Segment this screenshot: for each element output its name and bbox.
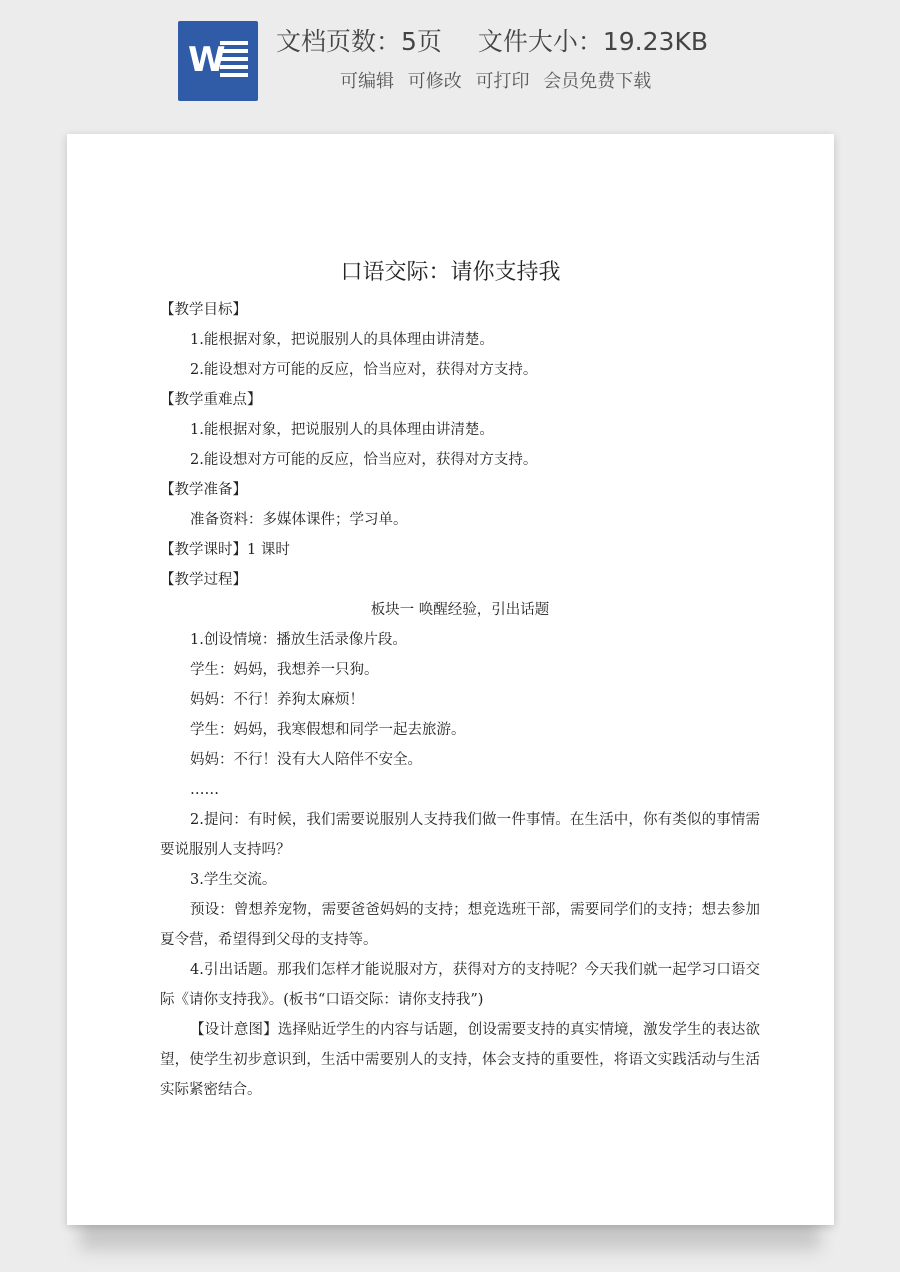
objective-item: 2.能设想对方可能的反应，恰当应对，获得对方支持。: [190, 362, 538, 378]
document-title: 口语交际：请你支持我: [340, 260, 561, 285]
ellipsis-line: ……: [190, 782, 219, 798]
process-paragraph: 4.引出话题。那我们怎样才能说服对方，获得对方的支持呢？今天我们就一起学习口语交际《请你支持我》。(板书“口语交际：请你支持我”): [160, 962, 760, 1008]
block-heading: 板块一 唤醒经验，引出话题: [370, 602, 550, 618]
objective-item: 1.能根据对象，把说服别人的具体理由讲清楚。: [190, 332, 494, 348]
download-banner: [0, 0, 900, 118]
section-heading-key-points: 【教学重难点】: [160, 392, 262, 408]
process-step: 1.创设情境：播放生活录像片段。: [190, 632, 407, 648]
word-document-icon: [178, 21, 258, 101]
dialogue-line: 学生：妈妈，我寒假想和同学一起去旅游。: [190, 722, 466, 738]
dialogue-line: 学生：妈妈，我想养一只狗。: [190, 662, 379, 678]
feature-printable: 可打印: [475, 71, 530, 92]
file-size: 文件大小：19.23KB: [477, 27, 708, 56]
file-stats: [276, 22, 708, 58]
preparation-item: 准备资料：多媒体课件；学习单。: [190, 512, 408, 528]
page-count: 文档页数：5页: [276, 27, 442, 56]
feature-member-download: 会员免费下载: [543, 71, 652, 92]
document-page: [67, 134, 834, 1225]
design-intent-paragraph: 【设计意图】选择贴近学生的内容与话题，创设需要支持的真实情境，激发学生的表达欲望，使学生初步意识到，生活中需要别人的支持，体会支持的重要性，将语文实践活动与生活实际紧密结合。: [160, 1022, 760, 1098]
process-paragraph: 3.学生交流。: [190, 872, 277, 888]
feature-list: [340, 67, 651, 93]
feature-modifiable: 可修改: [407, 71, 462, 92]
dialogue-line: 妈妈：不行！没有大人陪伴不安全。: [190, 752, 422, 768]
feature-editable: 可编辑: [340, 71, 394, 92]
word-letter: W: [188, 40, 226, 80]
dialogue-line: 妈妈：不行！养狗太麻烦！: [190, 692, 364, 708]
process-paragraph: 2.提问：有时候，我们需要说服别人支持我们做一件事情。在生活中，你有类似的事情需要说服别人支持吗？: [160, 812, 760, 858]
key-point-item: 1.能根据对象，把说服别人的具体理由讲清楚。: [190, 422, 494, 438]
section-heading-objectives: 【教学目标】: [160, 302, 247, 318]
section-heading-preparation: 【教学准备】: [160, 482, 247, 498]
process-paragraph: 预设：曾想养宠物，需要爸爸妈妈的支持；想竞选班干部，需要同学们的支持；想去参加夏令营，希望得到父母的支持等。: [160, 902, 760, 948]
section-heading-process: 【教学过程】: [160, 572, 247, 588]
section-heading-class-hours: 【教学课时】1 课时: [160, 542, 290, 558]
key-point-item: 2.能设想对方可能的反应，恰当应对，获得对方支持。: [190, 452, 538, 468]
document-body: [160, 295, 760, 1105]
